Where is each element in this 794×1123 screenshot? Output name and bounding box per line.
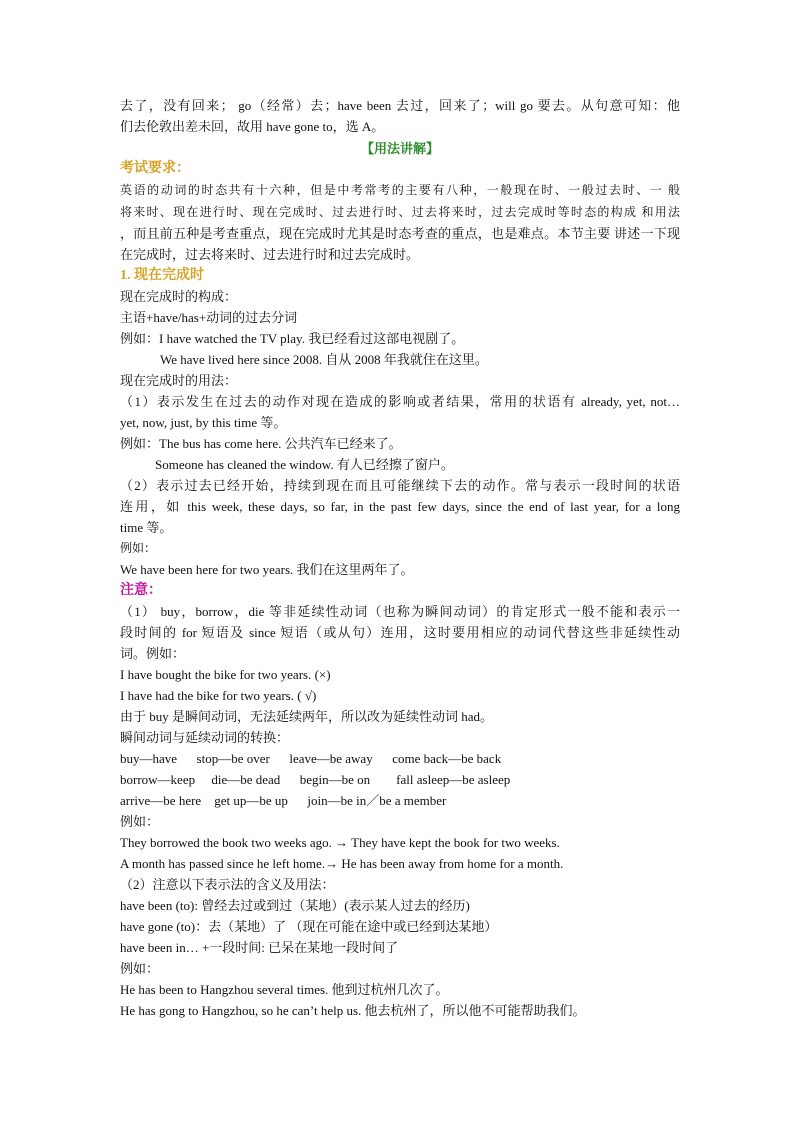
usage-2-line-3: time 等。: [120, 520, 173, 535]
exam-paragraph-line-4: 在完成时，过去将来时、过去进行时和过去完成时。: [120, 247, 420, 262]
present-perfect-heading: 1. 现在完成时: [120, 268, 204, 283]
example-line: He has gong to Hangzhou, so he can’t help us. 他去杭州了，所以他不可能帮助我们。: [120, 1003, 586, 1018]
explanation: 由于 buy 是瞬间动词，无法延续两年，所以改为延续性动词 had。: [120, 709, 494, 724]
example-line: A month has passed since he left home.→ He has been away from home for a month.: [120, 856, 564, 871]
section-title: 【用法讲解】: [360, 141, 439, 156]
example-label: 例如：: [120, 961, 160, 976]
example-line: 例如：The bus has come here. 公共汽车已经来了。: [120, 436, 402, 451]
exam-paragraph-line-3: ，而且前五种是考查重点，现在完成时尤其是时态考查的重点，也是难点。本节主要 讲述一下现: [120, 226, 680, 241]
usage-1-line-1: （1）表示发生在过去的动作对现在造成的影响或者结果，常用的状语有 already, yet, not…: [120, 394, 680, 409]
definition-line: have been (to): 曾经去过或到过（某地）(表示某人过去的经历): [120, 898, 470, 913]
conversion-row: borrow—keep die—be dead begin—be on fall asleep—be asleep: [120, 772, 511, 787]
intro-line-2: 们去伦敦出差未回，故用 have gone to，选 A。: [120, 119, 385, 134]
example-line: 例如：I have watched the TV play. 我已经看过这部电视剧了。: [120, 331, 465, 346]
intro-line-1: 去了，没有回来； go（经常）去；have been 去过，回来了；will go 要去。从句意可知：他: [120, 98, 680, 113]
conversion-row: arrive—be here get up—be up join—be in／be a member: [120, 793, 447, 808]
conversion-row: buy—have stop—be over leave—be away come back—be back: [120, 751, 502, 766]
exam-paragraph-line-1: 英语的动词的时态共有十六种，但是中考常考的主要有八种，一般现在时、一般过去时、一 般: [120, 183, 680, 197]
example-line: They borrowed the book two weeks ago. → They have kept the book for two weeks.: [120, 835, 560, 850]
usage-label: 现在完成时的用法：: [120, 373, 238, 388]
example-line: He has been to Hangzhou several times. 他到过杭州几次了。: [120, 982, 449, 997]
usage-2-line-2: 连用，如 this week, these days, so far, in the past few days, since the end of last year, for a long: [120, 499, 680, 514]
usage-2-line-1: （2）表示过去已经开始，持续到现在而且可能继续下去的动作。常与表示一段时间的状语: [120, 478, 680, 493]
exam-requirements-heading: 考试要求：: [120, 161, 190, 176]
conversion-label: 瞬间动词与延续动词的转换：: [120, 730, 290, 745]
note-2-line: （2）注意以下表示法的含义及用法：: [120, 877, 335, 892]
usage-1-line-2: yet, now, just, by this time 等。: [120, 415, 287, 430]
note-1-line-2: 段时间的 for 短语及 since 短语（或从句）连用，这时要用相应的动词代替这些非延续性动: [120, 625, 680, 640]
definition-line: have gone (to)：去（某地）了 （现在可能在途中或已经到达某地）: [120, 919, 498, 934]
example-line: Someone has cleaned the window. 有人已经擦了窗户。: [155, 457, 454, 472]
example-label: 例如：: [120, 814, 160, 829]
example-line: We have been here for two years. 我们在这里两年了。: [120, 562, 414, 577]
note-heading: 注意：: [120, 583, 162, 598]
example-label: 例如：: [120, 541, 157, 555]
definition-line: have been in… +一段时间: 已呆在某地一段时间了: [120, 940, 399, 955]
note-1-line-1: （1） buy，borrow，die 等非延续性动词（也称为瞬间动词）的肯定形式一般不能和表示一: [120, 604, 680, 619]
form-label: 现在完成时的构成：: [120, 289, 238, 304]
form-formula: 主语+have/has+动词的过去分词: [120, 310, 298, 325]
wrong-example: I have bought the bike for two years. (×): [120, 667, 331, 682]
example-line: We have lived here since 2008. 自从 2008 年我就住在这里。: [160, 352, 488, 367]
note-1-line-3: 词。例如：: [120, 646, 186, 661]
right-example: I have had the bike for two years. ( √): [120, 688, 317, 703]
exam-paragraph-line-2: 将来时、现在进行时、现在完成时、过去进行时、过去将来时，过去完成时等时态的构成 和用法: [120, 205, 680, 219]
